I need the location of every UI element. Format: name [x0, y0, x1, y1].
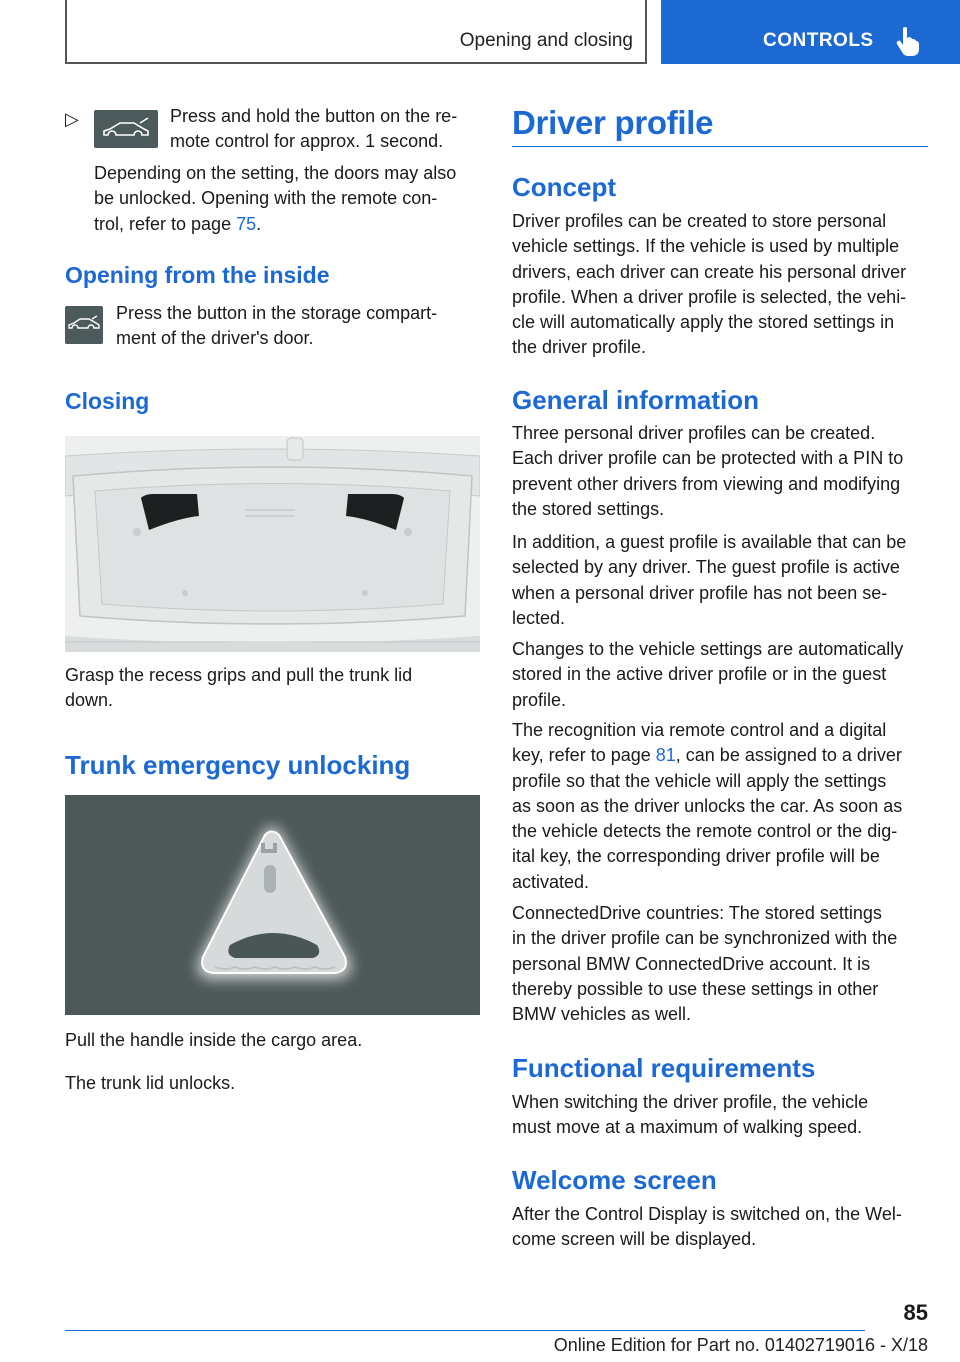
title-underline — [512, 146, 928, 147]
inside-text-line1: Press the button in the storage compart- — [116, 303, 438, 323]
general-line: key, refer to page — [512, 745, 656, 766]
header-chapter-tab — [661, 0, 960, 64]
emergency-handle-illustration — [65, 795, 480, 1015]
remote-text-line1: Press and hold the button on the re- — [170, 106, 458, 126]
emergency-text-2: The trunk lid unlocks. — [65, 1073, 236, 1093]
general-line: stored in the active driver profile or in the guest — [512, 664, 887, 685]
functional-line: When switching the driver profile, the vehicle — [512, 1092, 869, 1112]
general-paragraph-3 — [512, 637, 903, 713]
general-line: as soon as the driver unlocks the car. As soon as — [512, 795, 903, 816]
car-trunk-icon — [94, 110, 158, 148]
page-link-75[interactable]: 75 — [236, 213, 257, 234]
general-line: the stored settings. — [512, 498, 665, 519]
concept-heading: Concept — [512, 172, 616, 202]
general-line: selected by any driver. The guest profile is active — [512, 557, 900, 578]
emergency-heading: Trunk emergency unlocking — [65, 750, 411, 780]
general-line: In addition, a guest profile is available that can be — [512, 532, 907, 552]
remote-note-line3: trol, refer to page — [94, 213, 237, 234]
general-line: thereby possible to use these settings in other — [512, 978, 879, 999]
emergency-text-1: Pull the handle inside the cargo area. — [65, 1030, 363, 1050]
welcome-line: After the Control Display is switched on, the Wel- — [512, 1204, 902, 1224]
general-line: in the driver profile can be synchronized with the — [512, 928, 898, 949]
remote-note-line1: Depending on the setting, the doors may also — [94, 163, 457, 183]
bullet-marker: ▷ — [65, 109, 79, 129]
opening-inside-heading: Opening from the inside — [65, 262, 330, 288]
general-paragraph-4 — [512, 718, 902, 895]
general-line: lected. — [512, 607, 566, 628]
general-heading: General information — [512, 385, 760, 415]
functional-paragraph — [512, 1090, 868, 1141]
general-line: activated. — [512, 871, 590, 892]
page-title: Driver profile — [512, 104, 714, 141]
page-link-81[interactable]: 81 — [655, 745, 676, 766]
car-trunk-icon-graphic — [65, 306, 103, 344]
general-line: BMW vehicles as well. — [512, 1004, 692, 1025]
footer-rule — [65, 1330, 865, 1331]
general-line: ConnectedDrive countries: The stored settings — [512, 903, 882, 923]
header-chapter-title: CONTROLS — [763, 30, 874, 51]
car-trunk-icon — [65, 306, 103, 344]
general-line: The recognition via remote control and a digital — [512, 720, 887, 740]
car-trunk-icon-graphic — [94, 110, 158, 148]
general-line: Each driver profile can be protected with a PIN to — [512, 448, 904, 469]
general-paragraph-2 — [512, 530, 906, 631]
general-line: the vehicle detects the remote control or the dig- — [512, 821, 898, 842]
concept-paragraph — [512, 209, 906, 361]
general-line: profile. — [512, 689, 567, 710]
concept-line: the driver profile. — [512, 337, 647, 358]
concept-line: vehicle settings. If the vehicle is used by multiple — [512, 236, 900, 257]
general-line: prevent other drivers from viewing and modifying — [512, 473, 901, 494]
functional-line: must move at a maximum of walking speed. — [512, 1117, 863, 1138]
remote-note-end: . — [256, 213, 262, 234]
closing-text-line2: down. — [65, 690, 114, 711]
trunk-lid-drawing — [65, 436, 480, 652]
general-line: Three personal driver profiles can be created. — [512, 423, 876, 443]
functional-heading: Functional requirements — [512, 1053, 816, 1083]
general-line: personal BMW ConnectedDrive account. It is — [512, 953, 871, 974]
inside-text-line2: ment of the driver's door. — [116, 328, 314, 349]
general-line: when a personal driver profile has not been se- — [512, 582, 888, 603]
general-line: profile so that the vehicle will apply the settings — [512, 770, 887, 791]
welcome-heading: Welcome screen — [512, 1165, 717, 1195]
general-paragraph-1 — [512, 421, 903, 522]
remote-note-line2: be unlocked. Opening with the remote con- — [94, 188, 438, 209]
general-line: ital key, the corresponding driver profile will be — [512, 846, 880, 867]
welcome-paragraph — [512, 1202, 902, 1253]
general-line: , can be assigned to a driver — [675, 745, 902, 766]
closing-heading: Closing — [65, 388, 150, 414]
general-paragraph-5 — [512, 901, 897, 1027]
concept-line: cle will automatically apply the stored settings in — [512, 312, 895, 333]
concept-line: Driver profiles can be created to store personal — [512, 211, 887, 231]
general-line: Changes to the vehicle settings are automatically — [512, 639, 904, 659]
header-section-box — [65, 0, 647, 64]
closing-text-line1: Grasp the recess grips and pull the trunk lid — [65, 665, 413, 685]
emergency-handle-drawing — [65, 795, 480, 1015]
footer-edition: Online Edition for Part no. 01402719016 - X/18 — [553, 1335, 928, 1355]
page-number: 85 — [903, 1300, 928, 1325]
hand-pointer-icon — [895, 26, 921, 56]
welcome-line: come screen will be displayed. — [512, 1229, 757, 1250]
trunk-lid-illustration — [65, 436, 480, 652]
header-section-title: Opening and closing — [459, 30, 633, 51]
concept-line: drivers, each driver can create his personal driver — [512, 261, 907, 282]
remote-text-line2: mote control for approx. 1 second. — [170, 131, 444, 152]
concept-line: profile. When a driver profile is selected, the vehi- — [512, 286, 907, 307]
